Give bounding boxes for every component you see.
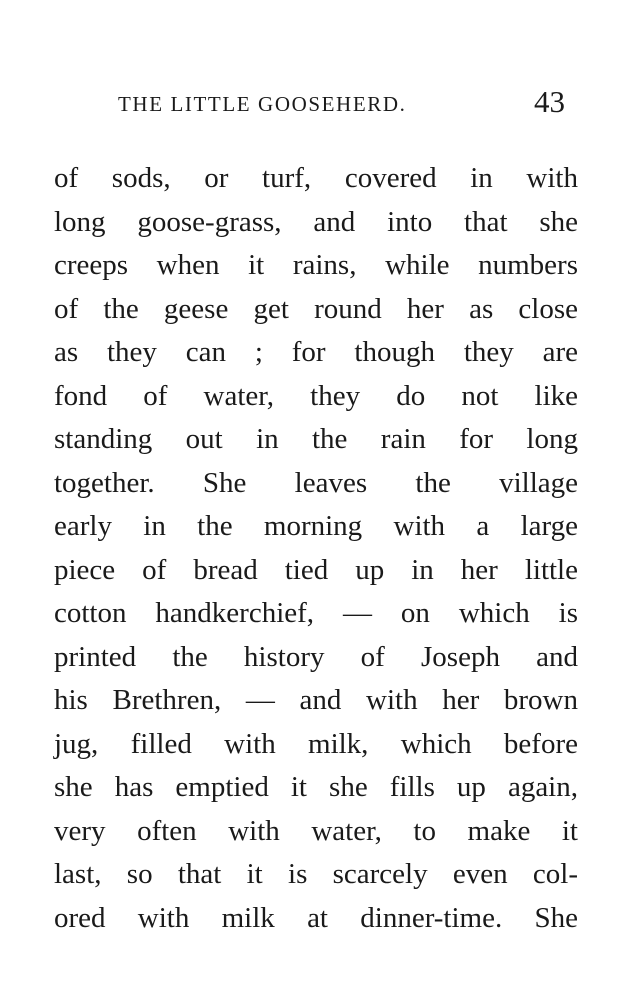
- running-title: THE LITTLE GOOSEHERD.: [118, 92, 407, 116]
- text-line: piece of bread tied up in her little: [54, 553, 578, 586]
- text-line: printed the history of Joseph and: [54, 640, 578, 673]
- running-head: [0, 84, 626, 124]
- text-line: together. She leaves the village: [54, 466, 578, 499]
- text-line: early in the morning with a large: [54, 510, 578, 542]
- text-line: of the geese get round her as close: [54, 292, 578, 325]
- text-line: long goose-grass, and into that she: [54, 205, 578, 238]
- text-line: of sods, or turf, covered in with: [54, 162, 578, 194]
- text-line: creeps when it rains, while numbers: [54, 249, 578, 281]
- text-line: ored with milk at dinner-time. She: [54, 901, 578, 934]
- text-line: cotton handkerchief, — on which is: [54, 597, 578, 629]
- text-line: she has emptied it she fills up again,: [54, 771, 578, 803]
- text-line: as they can ; for though they are: [54, 336, 578, 368]
- text-line: standing out in the rain for long: [54, 423, 578, 455]
- text-line: last, so that it is scarcely even col-: [54, 858, 578, 890]
- body-text: [54, 157, 578, 940]
- page-number: 43: [534, 84, 565, 119]
- text-line: very often with water, to make it: [54, 814, 578, 847]
- text-line: fond of water, they do not like: [54, 379, 578, 412]
- text-line: his Brethren, — and with her brown: [54, 684, 578, 716]
- text-line: jug, filled with milk, which before: [54, 727, 578, 760]
